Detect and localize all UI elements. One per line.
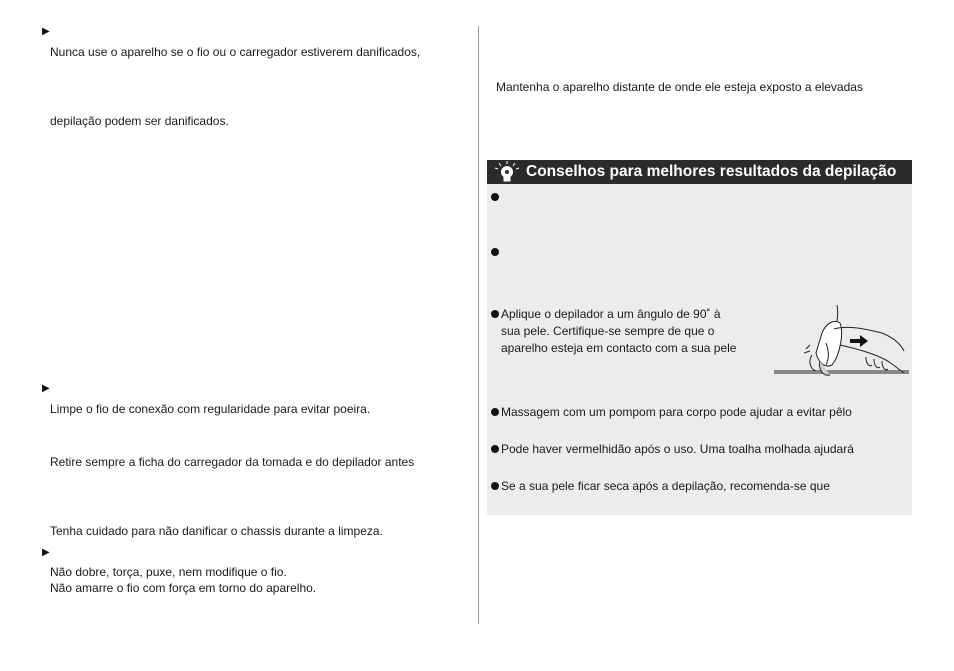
- careful-chassis-line: Tenha cuidado para não danificar o chassis durante a limpeza.: [50, 524, 383, 538]
- clean-cord-line: Limpe o fio de conexão com regularidade para evitar poeira.: [50, 402, 371, 416]
- unplug-charger-line: Retire sempre a ficha do carregador da tomada e do depilador antes: [50, 455, 415, 469]
- triangle-right-icon: ▶: [42, 26, 50, 37]
- triangle-right-icon: ▶: [42, 547, 50, 558]
- warning-cord-damaged: Nunca use o aparelho se o fio ou o carregador estiverem danificados,: [50, 45, 421, 59]
- tip-angle-line-2: sua pele. Certifique-se sempre de que o: [501, 324, 715, 338]
- tips-title: Conselhos para melhores resultados da depilação: [526, 163, 897, 180]
- tip-dry-skin: Se a sua pele ficar seca após a depilação, recomenda-se que: [501, 479, 830, 493]
- bullet-dot-icon: [491, 248, 499, 256]
- keep-away-heat-line: Mantenha o aparelho distante de onde ele esteja exposto a elevadas: [496, 80, 863, 94]
- warning-cord-damaged-cont: depilação podem ser danificados.: [50, 114, 229, 128]
- epilator-hand-illustration: [774, 303, 909, 395]
- tip-angle-line-3: aparelho esteja em contacto com a sua pele: [501, 341, 737, 355]
- lightbulb-icon: [490, 160, 524, 184]
- tip-massage: Massagem com um pompom para corpo pode ajudar a evitar pêlo: [501, 405, 852, 419]
- tips-header: [487, 160, 912, 184]
- bullet-dot-icon: [491, 310, 499, 318]
- bullet-dot-icon: [491, 445, 499, 453]
- do-not-bend-line: Não dobre, torça, puxe, nem modifique o fio.: [50, 565, 287, 579]
- tips-box: [487, 160, 912, 515]
- triangle-right-icon: ▶: [42, 383, 50, 394]
- do-not-tie-line: Não amarre o fio com força em torno do aparelho.: [50, 581, 317, 595]
- tip-angle-line-1: Aplique o depilador a um ângulo de 90˚ à: [501, 307, 721, 321]
- bullet-dot-icon: [491, 193, 499, 201]
- bullet-dot-icon: [491, 408, 499, 416]
- bullet-dot-icon: [491, 482, 499, 490]
- tip-redness: Pode haver vermelhidão após o uso. Uma toalha molhada ajudará: [501, 442, 854, 456]
- column-divider: [478, 26, 479, 624]
